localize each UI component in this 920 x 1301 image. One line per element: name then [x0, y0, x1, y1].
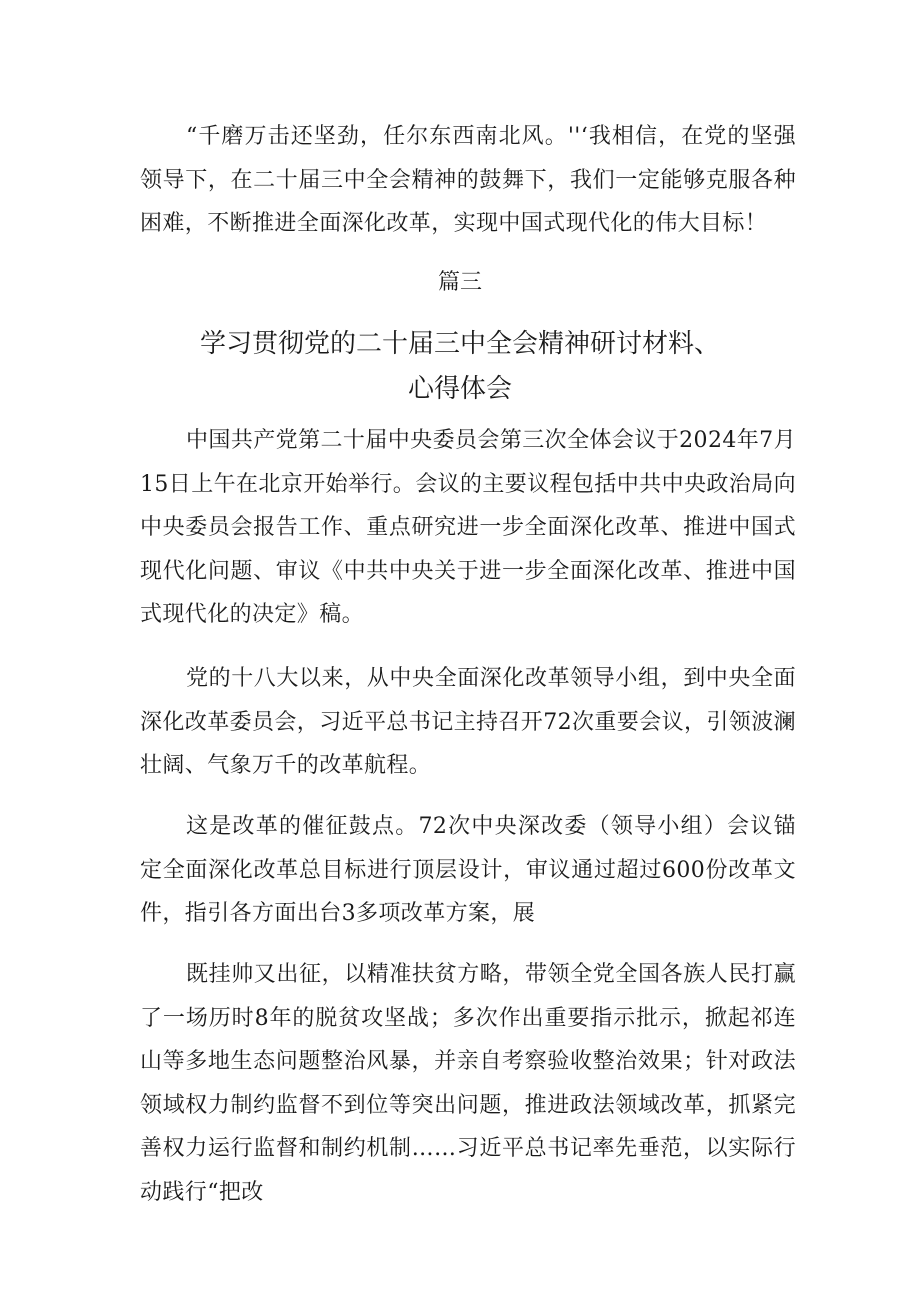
paragraph-closing-quote: “千磨万击还坚劲，任尔东西南北风。''‘我相信，在党的坚强领导下，在二十届三中全会精神的鼓舞下，我们一定能够克服各种困难，不断推进全面深化改革，实现中国式现代化的伟大目标！: [140, 124, 796, 237]
document-title: [170, 322, 750, 412]
paragraph-plenum-intro: 中国共产党第二十届中央委员会第三次全体会议于2024年7月15日上午在北京开始举行。会议的主要议程包括中共中央政治局向中央委员会报告工作、重点研究进一步全面深化改革、推进中国式现代化问题、审议《中共中央关于进一步全面深化改革、推进中国式现代化的决定》稿。: [140, 428, 796, 628]
paragraph-leading-by-example: 既挂帅又出征，以精准扶贫方略，带领全党全国各族人民打赢了一场历时8年的脱贫攻坚战；多次作出重要指示批示，掀起祁连山等多地生态问题整治风暴，并亲自考察验收整治效果；针对政法领域权力制约监督不到位等突出问题，推进政法领域改革，抓紧完善权力运行监督和制约机制……习近平总书记率先垂范，以实际行动践行“把改: [140, 962, 796, 1205]
paragraph-reform-drumbeat: 这是改革的催征鼓点。72次中央深改委（领导小组）会议锚定全面深化改革总目标进行顶层设计，审议通过超过600份改革文件，指引各方面出台3多项改革方案，展: [140, 814, 796, 927]
document-title-line-1: 学习贯彻党的二十届三中全会精神研讨材料、: [199, 329, 720, 359]
paragraph-reform-meetings: 党的十八大以来，从中央全面深化改革领导小组，到中央全面深化改革委员会，习近平总书记主持召开72次重要会议，引领波澜壮阔、气象万千的改革航程。: [140, 666, 796, 779]
section-label: 篇三: [437, 270, 482, 295]
document-title-line-2: 心得体会: [407, 374, 512, 404]
